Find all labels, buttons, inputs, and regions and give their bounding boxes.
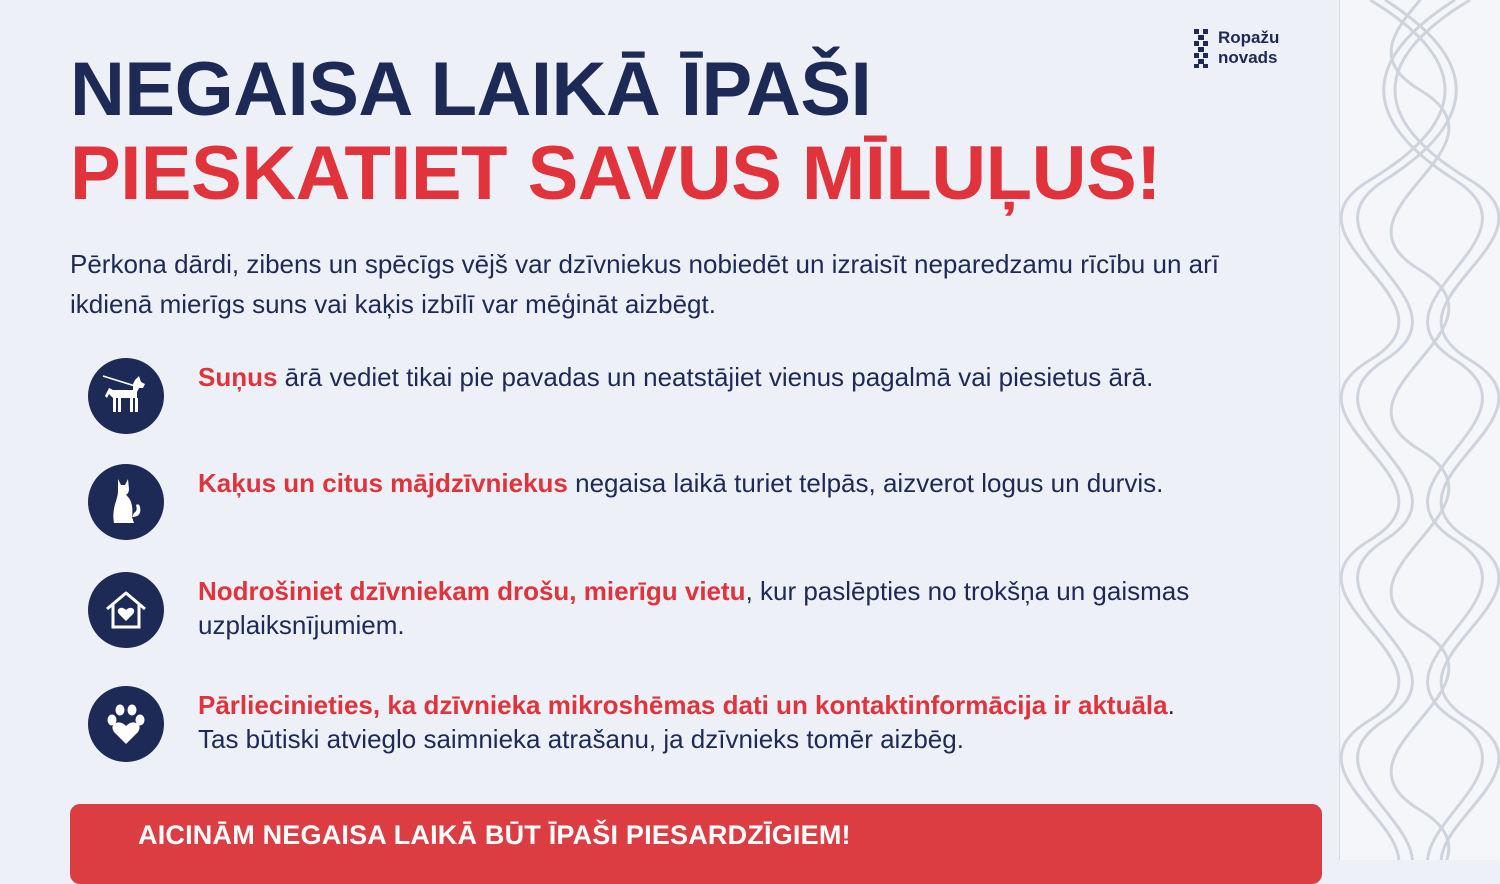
advice-text (198, 464, 1163, 500)
advice-highlight: Nodrošiniet dzīvniekam drošu, mierīgu vietu (198, 576, 746, 606)
house-heart-shape (103, 589, 149, 631)
advice-body: negaisa laikā turiet telpās, aizverot logus un durvis. (567, 468, 1164, 498)
advice-body: , kur paslēpties no trokšņa un gaismas uzplaiksnījumiem. (198, 576, 1190, 640)
advice-item-cats (88, 464, 1218, 540)
call-to-action-banner (70, 804, 1322, 884)
advice-highlight: Suņus (198, 362, 278, 392)
house-heart-icon (88, 572, 164, 648)
ropazu-emblem-icon (1192, 28, 1210, 68)
banner-text: AICINĀM NEGAISA LAIKĀ BŪT ĪPAŠI PIESARDZĪGIEM! (138, 820, 851, 850)
advice-item-safe-place (88, 572, 1218, 648)
page-title-line2: PIESKATIET SAVUS MĪLUĻUS! (70, 131, 1161, 216)
dog-leash-icon (88, 358, 164, 434)
braid-pattern (1340, 0, 1500, 860)
decorative-braid-border (1339, 0, 1500, 860)
intro-paragraph: Pērkona dārdi, zibens un spēcīgs vējš var dzīvniekus nobiedēt un izraisīt neparedzamu rīcību un arī ikdienā mierīgs suns vai kaķis izbīlī var mēģināt aizbēgt. (70, 249, 1219, 319)
advice-text (198, 358, 1153, 394)
advice-text (198, 572, 1218, 642)
brand-logo (1192, 28, 1279, 68)
advice-highlight: Pārliecinieties, ka dzīvnieka mikroshēmas dati un kontaktinformācija ir aktuāla (198, 690, 1168, 720)
brand-name-line2: novads (1218, 48, 1278, 67)
advice-body: ārā vediet tikai pie pavadas un neatstājiet vienus pagalmā vai piesietus ārā. (277, 362, 1154, 392)
paw-heart-icon (88, 686, 164, 762)
advice-body: . Tas būtiski atvieglo saimnieka atrašanu, ja dzīvnieks tomēr aizbēg. (198, 690, 1175, 754)
advice-highlight: Kaķus un citus mājdzīvniekus (198, 468, 568, 498)
advice-item-dogs (88, 358, 1218, 434)
paw-heart-shape (103, 702, 149, 746)
advice-item-microchip (88, 686, 1218, 762)
cat-icon (88, 464, 164, 540)
brand-name (1218, 28, 1279, 68)
dog-silhouette (101, 374, 151, 418)
cat-silhouette (106, 477, 146, 527)
advice-text (198, 686, 1218, 756)
page-title-line1: NEGAISA LAIKĀ ĪPAŠI (70, 47, 872, 132)
brand-name-line1: Ropažu (1218, 28, 1280, 47)
